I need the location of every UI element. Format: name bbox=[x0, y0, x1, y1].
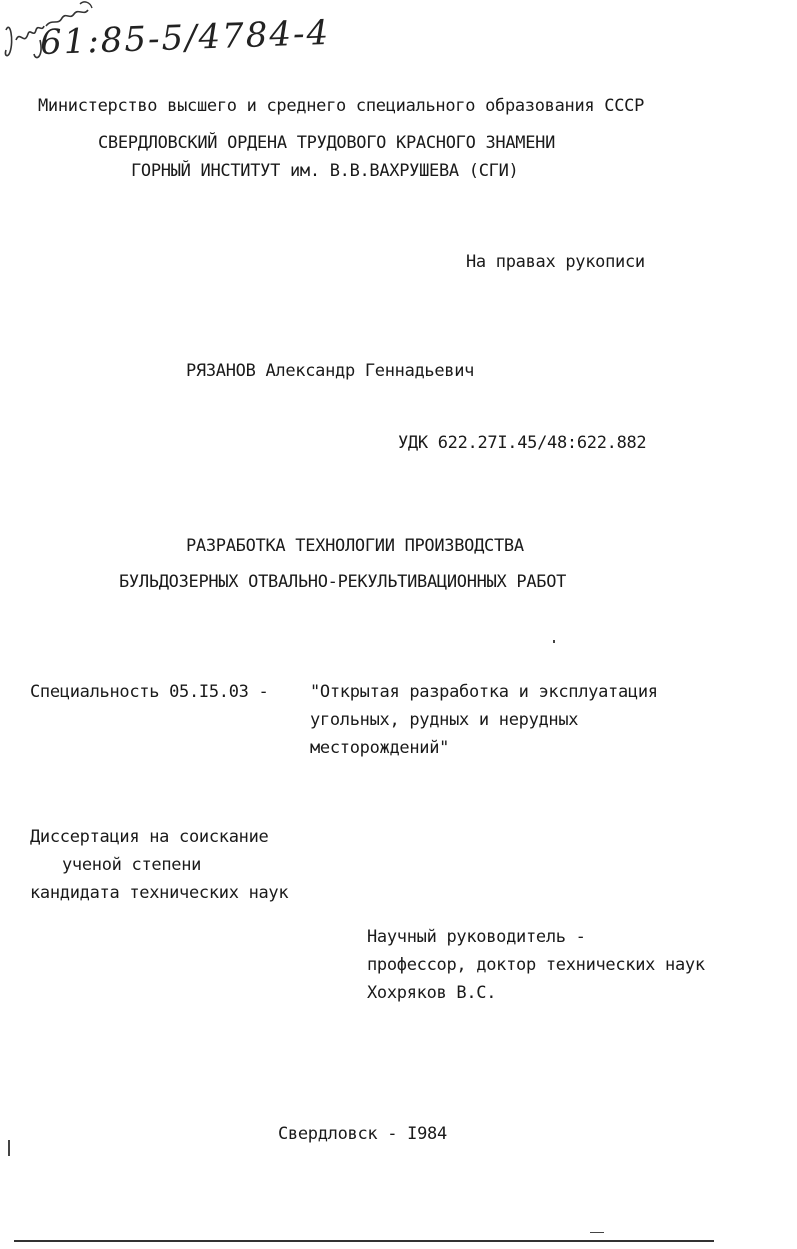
specialty-line2: угольных, рудных и нерудных bbox=[310, 710, 579, 730]
dissertation-line3: кандидата технических наук bbox=[30, 883, 289, 903]
scan-mark-left bbox=[8, 1140, 10, 1156]
author-name: РЯЗАНОВ Александр Геннадьевич bbox=[186, 361, 475, 381]
specialty-label: Специальность 05.I5.03 - bbox=[30, 682, 269, 702]
udc-code: УДК 622.27I.45/48:622.882 bbox=[398, 433, 647, 453]
scan-speck bbox=[553, 640, 555, 643]
specialty-line3: месторождений" bbox=[310, 738, 450, 758]
archive-number-handwritten: 61:85-5/4784-4 bbox=[39, 12, 331, 64]
bottom-scan-edge bbox=[14, 1240, 714, 1242]
supervisor-line1: Научный руководитель - bbox=[367, 927, 586, 947]
ministry-line: Министерство высшего и среднего специального образования СССР bbox=[38, 96, 645, 116]
specialty-line1: "Открытая разработка и эксплуатация bbox=[310, 682, 658, 702]
institution-name-line1: СВЕРДЛОВСКИЙ ОРДЕНА ТРУДОВОГО КРАСНОГО ЗНАМЕНИ bbox=[98, 133, 556, 153]
supervisor-line3: Хохряков В.С. bbox=[367, 983, 497, 1003]
scan-speck bbox=[590, 1232, 604, 1233]
title-line1: РАЗРАБОТКА ТЕХНОЛОГИИ ПРОИЗВОДСТВА bbox=[186, 536, 524, 556]
manuscript-rights: На правах рукописи bbox=[466, 252, 645, 272]
institution-name-line2: ГОРНЫЙ ИНСТИТУТ им. В.В.ВАХРУШЕВА (СГИ) bbox=[131, 161, 519, 181]
dissertation-line2: ученой степени bbox=[62, 855, 202, 875]
supervisor-line2: профессор, доктор технических наук bbox=[367, 955, 705, 975]
title-line2: БУЛЬДОЗЕРНЫХ ОТВАЛЬНО-РЕКУЛЬТИВАЦИОННЫХ РАБОТ bbox=[119, 572, 567, 592]
place-year: Свердловск - I984 bbox=[278, 1124, 447, 1144]
dissertation-line1: Диссертация на соискание bbox=[30, 827, 269, 847]
